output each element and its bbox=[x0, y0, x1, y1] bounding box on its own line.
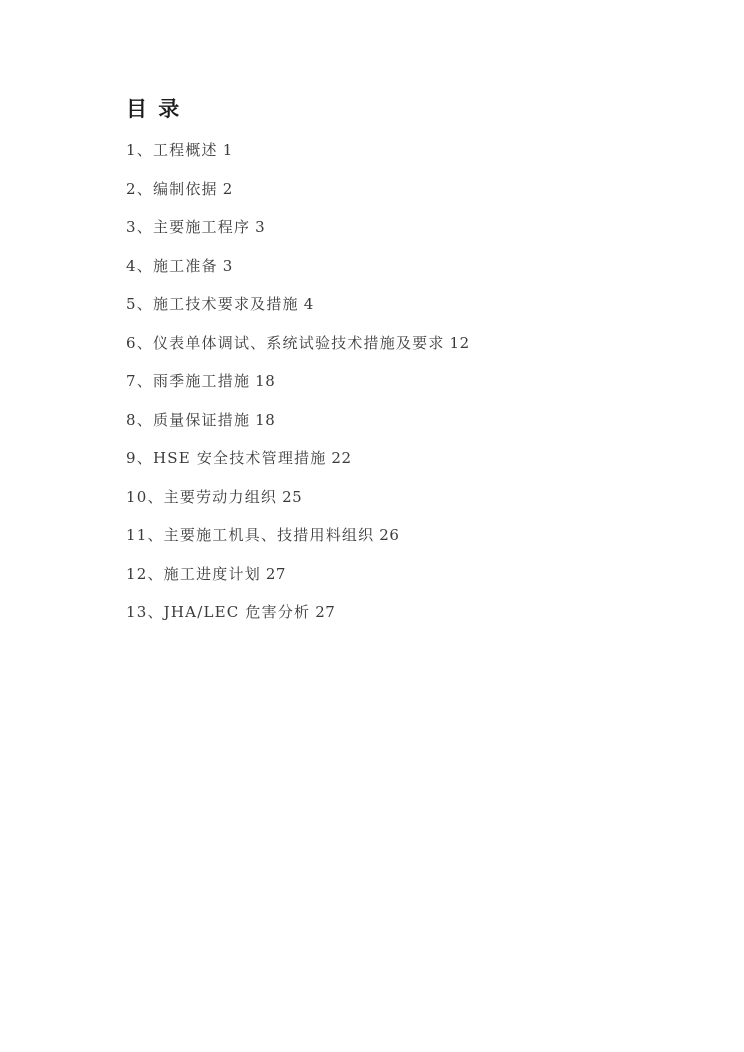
toc-entry bbox=[126, 448, 684, 468]
toc-entry-label: 13、JHA/LEC 危害分析 bbox=[126, 603, 311, 621]
toc-entry-label: 5、施工技术要求及措施 bbox=[126, 295, 299, 313]
toc-entry bbox=[126, 256, 684, 276]
toc-entry bbox=[126, 525, 684, 545]
toc-entry-label: 11、主要施工机具、技措用料组织 bbox=[126, 526, 375, 544]
toc-entry bbox=[126, 371, 684, 391]
toc-title: 目 录 bbox=[126, 96, 182, 121]
toc-entry-page: 26 bbox=[379, 526, 400, 544]
toc-list bbox=[126, 140, 684, 622]
toc-entry-page: 2 bbox=[222, 179, 233, 198]
toc-entry-label: 3、主要施工程序 bbox=[126, 218, 251, 236]
toc-entry-label: 10、主要劳动力组织 bbox=[126, 487, 278, 506]
toc-entry-label: 4、施工准备 bbox=[126, 256, 218, 275]
toc-entry bbox=[126, 217, 684, 237]
toc-entry bbox=[126, 294, 684, 314]
toc-entry bbox=[126, 333, 684, 353]
toc-entry-page: 27 bbox=[265, 564, 286, 583]
toc-entry bbox=[126, 140, 684, 160]
toc-entry-page: 25 bbox=[282, 487, 303, 506]
toc-entry-page: 27 bbox=[315, 603, 336, 621]
toc-entry-page: 18 bbox=[255, 410, 276, 429]
toc-entry-label: 12、施工进度计划 bbox=[126, 564, 261, 583]
toc-entry bbox=[126, 602, 684, 622]
toc-entry-page: 4 bbox=[303, 295, 314, 313]
toc-entry bbox=[126, 564, 684, 584]
toc-entry-label: 6、仪表单体调试、系统试验技术措施及要求 bbox=[126, 333, 445, 352]
toc-entry-label: 8、质量保证措施 bbox=[126, 410, 251, 429]
toc-entry bbox=[126, 179, 684, 199]
toc-entry-label: 9、HSE 安全技术管理措施 bbox=[126, 449, 327, 467]
toc-entry bbox=[126, 487, 684, 507]
toc-entry-page: 22 bbox=[331, 449, 352, 467]
toc-entry-page: 1 bbox=[222, 141, 233, 159]
toc-entry-label: 1、工程概述 bbox=[126, 141, 218, 159]
toc-entry-page: 3 bbox=[255, 218, 266, 236]
toc-entry-page: 3 bbox=[222, 256, 233, 275]
toc-entry-page: 18 bbox=[255, 372, 276, 390]
toc-entry-label: 7、雨季施工措施 bbox=[126, 372, 251, 390]
toc-entry-page: 12 bbox=[449, 333, 470, 352]
toc-entry bbox=[126, 410, 684, 430]
toc-entry-label: 2、编制依据 bbox=[126, 179, 218, 198]
